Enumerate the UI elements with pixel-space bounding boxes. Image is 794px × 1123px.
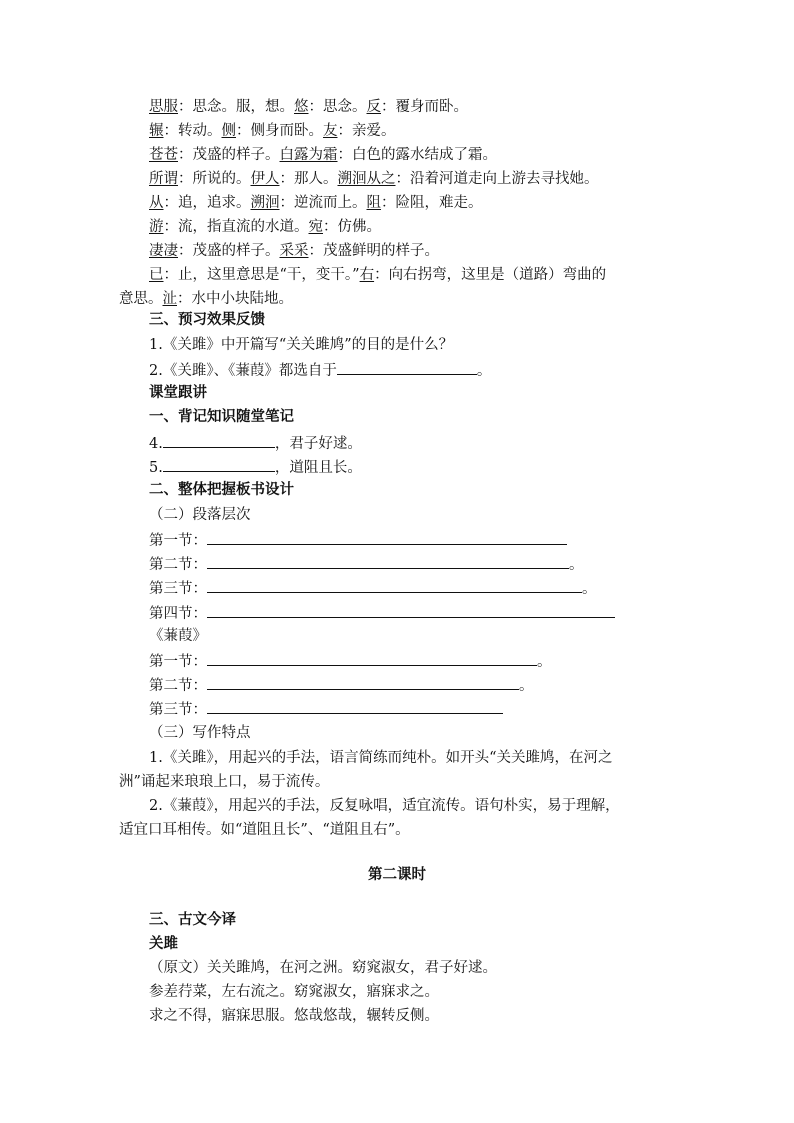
note-definition: ：茂盛的样子。 xyxy=(178,243,280,259)
lesson-2-title: 第二课时 xyxy=(368,866,426,883)
jianjia-title: 《蒹葭》 xyxy=(149,628,207,644)
section-blank xyxy=(207,602,615,618)
translation-heading: 三、古文今译 xyxy=(149,911,236,928)
section-end: 。 xyxy=(519,678,534,694)
section-blank xyxy=(207,650,537,666)
notes-heading: 一、背记知识随堂笔记 xyxy=(149,408,294,425)
jianjia-section-1 xyxy=(149,650,552,672)
note-line xyxy=(149,265,606,285)
note-term: 伊人 xyxy=(250,171,280,187)
note-line xyxy=(149,121,396,141)
note-definition: ：止，这里意思是“干，变干。” xyxy=(163,267,360,283)
question-2-end: 。 xyxy=(476,363,492,379)
section-label: 第一节： xyxy=(149,654,207,670)
note-definition: ：思念。 xyxy=(308,99,367,115)
guanju-section-4 xyxy=(149,602,615,624)
note-definition: ：覆身而卧。 xyxy=(381,99,468,115)
jianjia-section-2 xyxy=(149,674,534,696)
section-label: 第二节： xyxy=(149,557,207,573)
class-follow-heading: 课堂跟讲 xyxy=(149,384,207,401)
note-definition: ：茂盛的样子。 xyxy=(178,147,280,163)
section-label: 第二节： xyxy=(149,678,207,694)
note-line xyxy=(149,241,439,261)
note-term: 所谓 xyxy=(149,171,178,187)
note-term: 溯洄从之 xyxy=(337,171,396,187)
note-term: 悠 xyxy=(294,99,309,115)
note-term: 采采 xyxy=(279,243,309,259)
writing-feature-2-line-2: 适宜口耳相传。如“道阻且长”、“道阻且右”。 xyxy=(119,822,410,838)
note-term: 溯洄 xyxy=(250,195,280,211)
fill-4-text: ，君子好逑。 xyxy=(274,436,362,452)
jianjia-section-3 xyxy=(149,698,503,720)
note-line xyxy=(149,145,497,165)
section-blank xyxy=(207,553,569,569)
note-definition: ：逆流而上。 xyxy=(279,195,367,211)
note-line xyxy=(149,217,381,237)
section-label: 第三节： xyxy=(149,702,207,718)
note-term: 友 xyxy=(323,123,338,139)
note-term: 阻 xyxy=(366,195,381,211)
note-definition: ：险阻，难走。 xyxy=(381,195,483,211)
writing-feature-2-line-1: 2.《蒹葭》，用起兴的手法，反复咏唱，适宜流传。语句朴实，易于理解， xyxy=(149,798,620,814)
note-definition: ：向右拐弯，这里是（道路）弯曲的 xyxy=(374,267,607,283)
note-term: 右 xyxy=(359,267,375,283)
section-blank xyxy=(207,529,567,545)
note-definition: ：亲爱。 xyxy=(337,123,396,139)
question-2 xyxy=(149,359,491,381)
note-definition: ：茂盛鲜明的样子。 xyxy=(308,243,439,259)
section-label: 第一节： xyxy=(149,533,207,549)
note-definition: ：所说的。 xyxy=(178,171,251,187)
note-definition: ：侧身而卧。 xyxy=(236,123,323,139)
section-blank xyxy=(207,698,503,714)
section-label: 第四节： xyxy=(149,606,207,622)
note-definition: ：水中小块陆地。 xyxy=(177,291,293,307)
section-heading-preview-feedback: 三、预习效果反馈 xyxy=(149,311,265,328)
board-design-heading: 二、整体把握板书设计 xyxy=(149,481,294,498)
note-line xyxy=(149,193,483,213)
section-end: 。 xyxy=(569,557,584,573)
fill-4 xyxy=(149,432,362,454)
fill-4-number: 4. xyxy=(149,436,163,452)
note-definition: 意思。 xyxy=(119,291,163,307)
fill-4-blank xyxy=(163,432,275,448)
note-line xyxy=(149,97,468,117)
fill-5-blank xyxy=(163,456,275,472)
question-1: 1.《关雎》中开篇写“关关雎鸠”的目的是什么？ xyxy=(149,337,454,353)
note-definition: ：沿着河道走向上游去寻找她。 xyxy=(395,171,599,187)
note-term: 侧 xyxy=(221,123,236,139)
section-end: 。 xyxy=(582,581,597,597)
note-term: 反 xyxy=(366,99,381,115)
note-term: 从 xyxy=(149,195,164,211)
note-term: 宛 xyxy=(308,219,323,235)
note-definition: ：那人。 xyxy=(279,171,338,187)
poem-line: （原文）关关雎鸠，在河之洲。窈窕淑女，君子好逑。 xyxy=(149,960,497,976)
note-term: 思服 xyxy=(149,99,178,115)
note-term: 白露为霜 xyxy=(279,147,338,163)
note-term: 已 xyxy=(149,267,164,283)
fill-5-text: ，道阻且长。 xyxy=(274,460,362,476)
note-line xyxy=(119,289,293,309)
section-blank xyxy=(207,577,582,593)
guanju-section-2 xyxy=(149,553,584,575)
note-definition: ：流，指直流的水道。 xyxy=(163,219,309,235)
note-definition: ：转动。 xyxy=(163,123,222,139)
writing-feature-1-line-2: 洲”诵起来琅琅上口，易于流传。 xyxy=(119,774,330,790)
section-end: 。 xyxy=(537,654,552,670)
note-definition: ：思念。服，想。 xyxy=(178,99,294,115)
note-term: 游 xyxy=(149,219,164,235)
poem-line: 求之不得，寤寐思服。悠哉悠哉，辗转反侧。 xyxy=(149,1008,439,1024)
writing-features-heading: （三）写作特点 xyxy=(149,725,251,741)
note-term: 沚 xyxy=(162,291,177,307)
guanju-section-1 xyxy=(149,529,567,551)
note-term: 凄凄 xyxy=(149,243,178,259)
note-term: 苍苍 xyxy=(149,147,178,163)
poem-line: 参差荇菜，左右流之。窈窕淑女，寤寐求之。 xyxy=(149,984,439,1000)
section-label: 第三节： xyxy=(149,581,207,597)
note-term: 辗 xyxy=(149,123,164,139)
note-definition: ：仿佛。 xyxy=(323,219,381,235)
note-definition: ：追，追求。 xyxy=(163,195,251,211)
question-2-blank xyxy=(337,359,477,375)
fill-5 xyxy=(149,456,362,478)
fill-5-number: 5. xyxy=(149,460,163,476)
section-blank xyxy=(207,674,519,690)
question-2-text: 2.《关雎》、《蒹葭》都选自于 xyxy=(149,363,337,379)
paragraph-levels-heading: （二）段落层次 xyxy=(149,507,251,523)
guanju-section-3 xyxy=(149,577,597,599)
note-definition: ：白色的露水结成了霜。 xyxy=(337,147,497,163)
note-line xyxy=(149,169,599,189)
poem-title: 关雎 xyxy=(149,935,178,952)
writing-feature-1-line-1: 1.《关雎》，用起兴的手法，语言简练而纯朴。如开头“关关雎鸠，在河之 xyxy=(149,750,613,766)
